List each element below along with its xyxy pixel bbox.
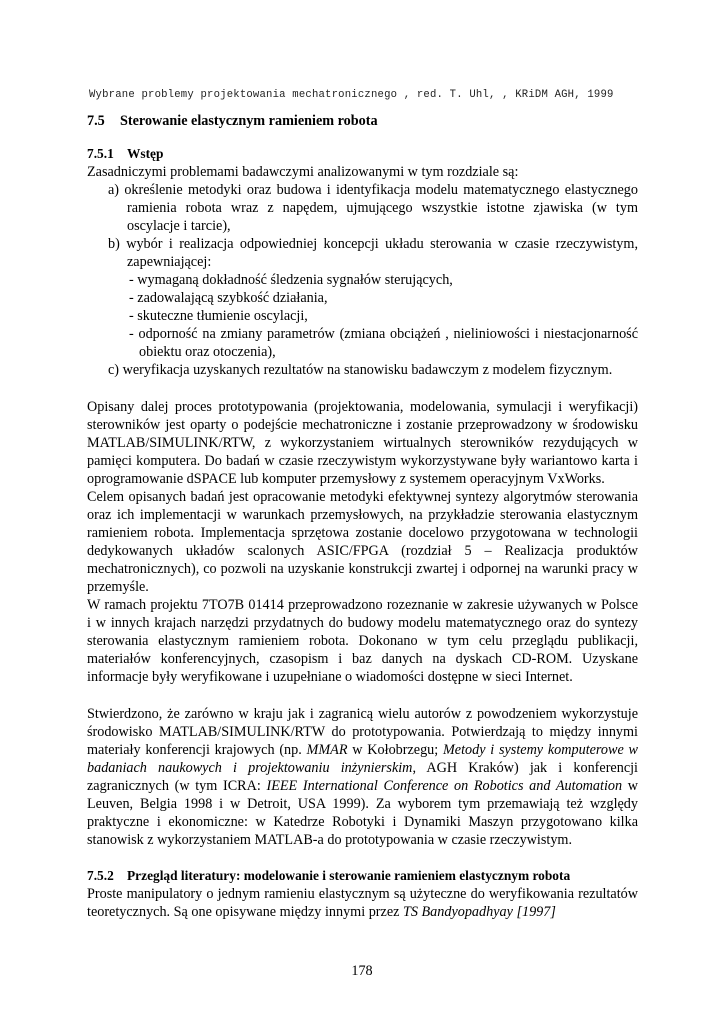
section-heading [87,112,638,130]
paragraph-4 [87,705,638,849]
italic-run: IEEE International Conference on Robotics and Automation [266,778,623,794]
section-title: Sterowanie elastycznym ramieniem robota [120,113,378,129]
intro-text: Zasadniczymi problemami badawczymi analizowanymi w tym rozdziale są: [87,164,519,180]
paragraph-3: W ramach projektu 7TO7B 01414 przeprowadzono rozeznanie w zakresie używanych w Polsce i w innych krajach narzędzi przydatnych do budowy modelu matematycznego oraz do syntezy sterowania elastycznym ramieniem robota. Dokonano w tym celu przeglądu publikacji, materiałów konferencyjnych, czasopism i baz danych na dyskach CD-ROM. Uzyskane informacje były weryfikowane i uzupełniane o wiadomości dostępne w sieci Internet. [87,597,638,685]
page-body [87,112,638,921]
page-number: 178 [351,963,373,979]
text-run: w Leuven, Belgia 1998 i w Detroit, USA 1999). Za wyborem tym przemawiają też względy praktyczne i ekonomiczne: w Katedrze Robotyki i Dynamiki Maszyn przygotowano kilka stanowisk z wykorzystaniem MATLAB-a do prototypowania w czasie rzeczywistym. [87,778,638,848]
dash-item-1: - wymaganą dokładność śledzenia sygnałów sterujących, [129,272,453,288]
list-item-c: c) weryfikacja uzyskanych rezultatów na stanowisku badawczym z modelem fizycznym. [108,362,613,378]
subsection-title-2: Przegląd literatury: modelowanie i sterowanie ramieniem elastycznym robota [127,868,571,883]
paragraph-2: Celem opisanych badań jest opracowanie metodyki efektywnej syntezy algorytmów sterowania oraz ich implementacji w warunkach przemysłowych, na przykładzie sterowania elastycznym ramieniem robota. Implementacja sprzętowa zostanie docelowo przygotowana w technologii dedykowanych układów scalonych ASIC/FPGA (rozdział 5 – Realizacja produktów mechatronicznych), co pozwoli na uzyskanie konstrukcji zwartej i odpornej na warunki pracy w przemyśle. [87,489,638,595]
subsection-heading-2 [87,867,638,885]
subsection-number-1: 7.5.1 [87,146,114,161]
dash-item-4: - odporność na zmiany parametrów (zmiana obciążeń , nieliniowości i niestacjonarność obiektu oraz otoczenia), [129,326,638,360]
italic-run: TS Bandyopadhyay [1997] [402,904,556,920]
italic-run: MMAR [306,742,348,758]
text-run: w Kołobrzegu; [347,742,443,758]
subsection-title-1: Wstęp [127,146,164,161]
section-number: 7.5 [87,113,105,129]
italic-run: Metody i systemy komputerowe w badaniach naukowych i projektowaniu inżynierskim [87,742,638,776]
paragraph-5 [87,885,638,921]
dash-item-2: - zadowalającą szybkość działania, [129,290,328,306]
subsection-number-2: 7.5.2 [87,868,114,883]
text-run: Proste manipulatory o jednym ramieniu elastycznym są użyteczne do weryfikowania rezultatów teoretycznych. Są one opisywane między innymi przez [87,886,638,920]
subsection-heading-1 [87,145,638,163]
paragraph-1: Opisany dalej proces prototypowania (projektowania, modelowania, symulacji i weryfikacji) sterowników jest oparty o podejście mechatroniczne i zostanie przeprowadzony w środowisku MATLAB/SIMULINK/RTW, z wykorzystaniem wirtualnych sterowników rezydujących w pamięci komputera. Do badań w czasie rzeczywistym wykorzystywane były wariantowo karta i oprogramowanie dSPACE lub komputer przemysłowy z systemem operacyjnym VxWorks. [87,399,638,487]
list-item-a: a) określenie metodyki oraz budowa i identyfikacja modelu matematycznego elastycznego ramienia robota wraz z napędem, ujmującego wszystkie istotne zjawiska (w tym oscylacje i tarcie), [108,182,638,234]
dash-item-3: - skuteczne tłumienie oscylacji, [129,308,308,324]
text-run: , AGH Kraków) jak i konferencji zagranicznych (w tym ICRA: [87,760,639,794]
list-item-b: b) wybór i realizacja odpowiedniej koncepcji układu sterowania w czasie rzeczywistym, zapewniającej: [108,236,638,270]
running-header: Wybrane problemy projektowania mechatronicznego , red. T. Uhl, , KRiDM AGH, 1999 [89,89,614,101]
text-run: Stwierdzono, że zarówno w kraju jak i zagranicą wielu autorów z powodzeniem wykorzystuje środowisko MATLAB/SIMULINK/RTW do prototypowania. Potwierdzają to między innymi materiały konferencji krajowych (np. [87,706,638,758]
